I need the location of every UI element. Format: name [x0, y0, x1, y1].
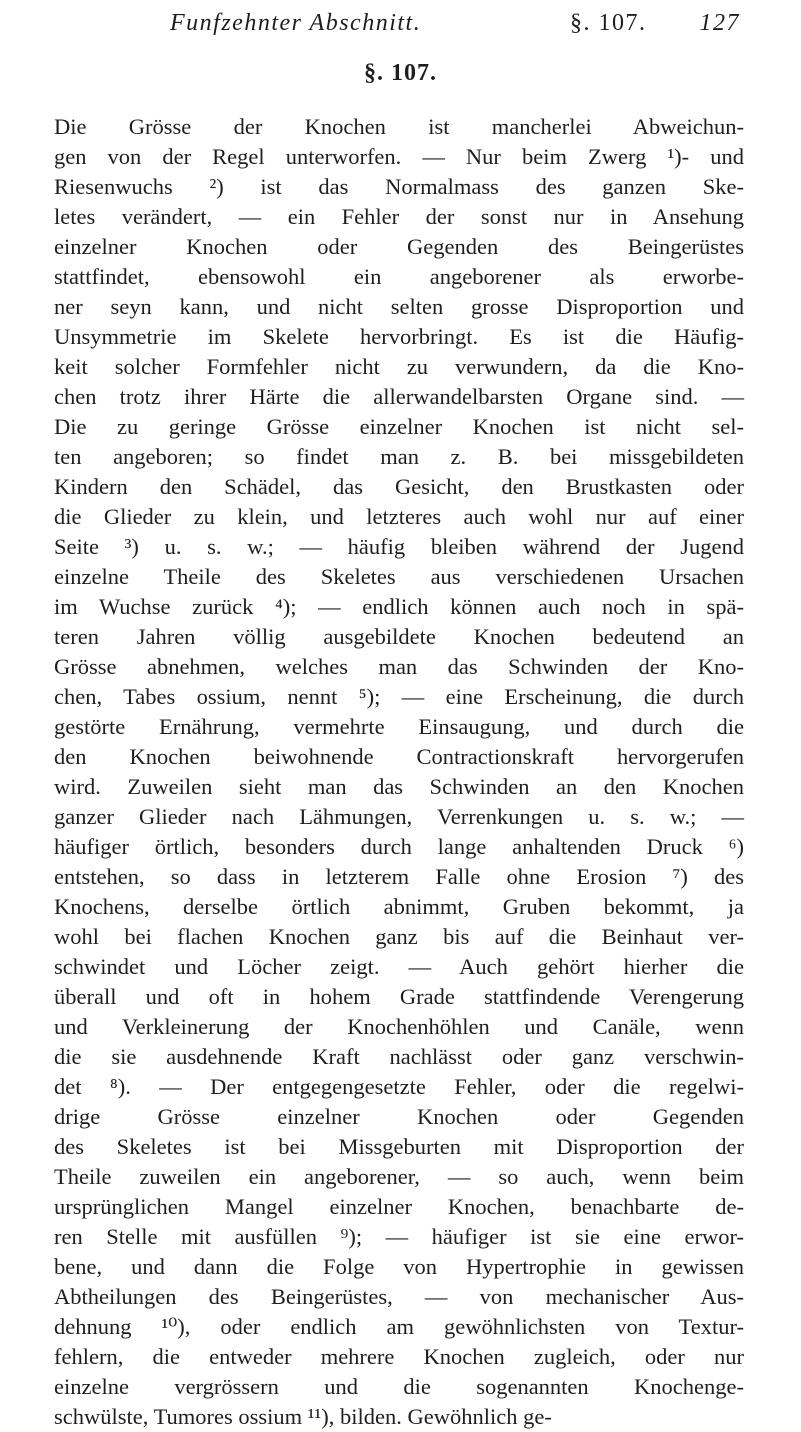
header-section-ref: §. 107.	[570, 10, 647, 36]
text-line: im Wuchse zurück ⁴); — endlich können auch noch in spä-	[54, 594, 744, 619]
text-line: Theile zuweilen ein angeborener, — so auch, wenn beim	[54, 1164, 744, 1189]
text-line: schwindet und Löcher zeigt. — Auch gehört hierher die	[54, 954, 744, 979]
section-heading: §. 107.	[364, 60, 437, 86]
running-title: Funfzehnter Abschnitt.	[170, 10, 422, 36]
text-line: und Verkleinerung der Knochenhöhlen und Canäle, wenn	[54, 1014, 744, 1039]
text-line: gestörte Ernährung, vermehrte Einsaugung, und durch die	[54, 714, 744, 739]
text-line: häufiger örtlich, besonders durch lange anhaltenden Druck ⁶)	[54, 834, 744, 859]
text-line: Grösse abnehmen, welches man das Schwinden der Kno-	[54, 654, 744, 679]
text-line: Riesenwuchs ²) ist das Normalmass des ganzen Ske-	[54, 174, 744, 199]
text-line: die sie ausdehnende Kraft nachlässt oder ganz verschwin-	[54, 1044, 744, 1069]
text-line: ten angeboren; so findet man z. B. bei missgebildeten	[54, 444, 744, 469]
text-line: ner seyn kann, und nicht selten grosse Disproportion und	[54, 294, 744, 319]
text-line: wohl bei flachen Knochen ganz bis auf die Beinhaut ver-	[54, 924, 744, 949]
text-line: einzelne vergrössern und die sogenannten Knochenge-	[54, 1374, 744, 1399]
text-line: teren Jahren völlig ausgebildete Knochen bedeutend an	[54, 624, 744, 649]
text-line: Kindern den Schädel, das Gesicht, den Brustkasten oder	[54, 474, 744, 499]
running-header	[110, 10, 740, 50]
text-line: die Glieder zu klein, und letzteres auch wohl nur auf einer	[54, 504, 744, 529]
text-line: keit solcher Formfehler nicht zu verwundern, da die Kno-	[54, 354, 744, 379]
text-line: einzelne Theile des Skeletes aus verschiedenen Ursachen	[54, 564, 744, 589]
text-line: drige Grösse einzelner Knochen oder Gegenden	[54, 1104, 744, 1129]
text-line: Unsymmetrie im Skelete hervorbringt. Es ist die Häufig-	[54, 324, 744, 349]
text-line: überall und oft in hohem Grade stattfindende Verengerung	[54, 984, 744, 1009]
text-line: gen von der Regel unterworfen. — Nur beim Zwerg ¹)- und	[54, 144, 744, 169]
text-line: dehnung ¹⁰), oder endlich am gewöhnlichsten von Textur-	[54, 1314, 744, 1339]
page-number: 127	[699, 10, 740, 36]
text-line: Die zu geringe Grösse einzelner Knochen ist nicht sel-	[54, 414, 744, 439]
text-line: stattfindet, ebensowohl ein angeborener als erworbe-	[54, 264, 744, 289]
body-paragraph	[54, 112, 744, 1432]
text-line: einzelner Knochen oder Gegenden des Beingerüstes	[54, 234, 744, 259]
text-line: Seite ³) u. s. w.; — häufig bleiben während der Jugend	[54, 534, 744, 559]
text-line: letes verändert, — ein Fehler der sonst nur in Ansehung	[54, 204, 744, 229]
text-line: Die Grösse der Knochen ist mancherlei Abweichun-	[54, 114, 744, 139]
text-line: bene, und dann die Folge von Hypertrophie in gewissen	[54, 1254, 744, 1279]
text-line: den Knochen beiwohnende Contractionskraft hervorgerufen	[54, 744, 744, 769]
text-line: ursprünglichen Mangel einzelner Knochen, benachbarte de-	[54, 1194, 744, 1219]
text-line: wird. Zuweilen sieht man das Schwinden an den Knochen	[54, 774, 744, 799]
text-line: schwülste, Tumores ossium ¹¹), bilden. Gewöhnlich ge-	[54, 1404, 552, 1429]
text-line: ren Stelle mit ausfüllen ⁹); — häufiger ist sie eine erwor-	[54, 1224, 744, 1249]
text-line: entstehen, so dass in letzterem Falle ohne Erosion ⁷) des	[54, 864, 744, 889]
text-line: Knochens, derselbe örtlich abnimmt, Gruben bekommt, ja	[54, 894, 744, 919]
text-line: chen trotz ihrer Härte die allerwandelbarsten Organe sind. —	[54, 384, 744, 409]
text-line: chen, Tabes ossium, nennt ⁵); — eine Erscheinung, die durch	[54, 684, 744, 709]
text-line: fehlern, die entweder mehrere Knochen zugleich, oder nur	[54, 1344, 744, 1369]
text-line: Abtheilungen des Beingerüstes, — von mechanischer Aus-	[54, 1284, 744, 1309]
text-line: ganzer Glieder nach Lähmungen, Verrenkungen u. s. w.; —	[54, 804, 744, 829]
text-line: det ⁸). — Der entgegengesetzte Fehler, oder die regelwi-	[54, 1074, 744, 1099]
text-line: des Skeletes ist bei Missgeburten mit Disproportion der	[54, 1134, 744, 1159]
